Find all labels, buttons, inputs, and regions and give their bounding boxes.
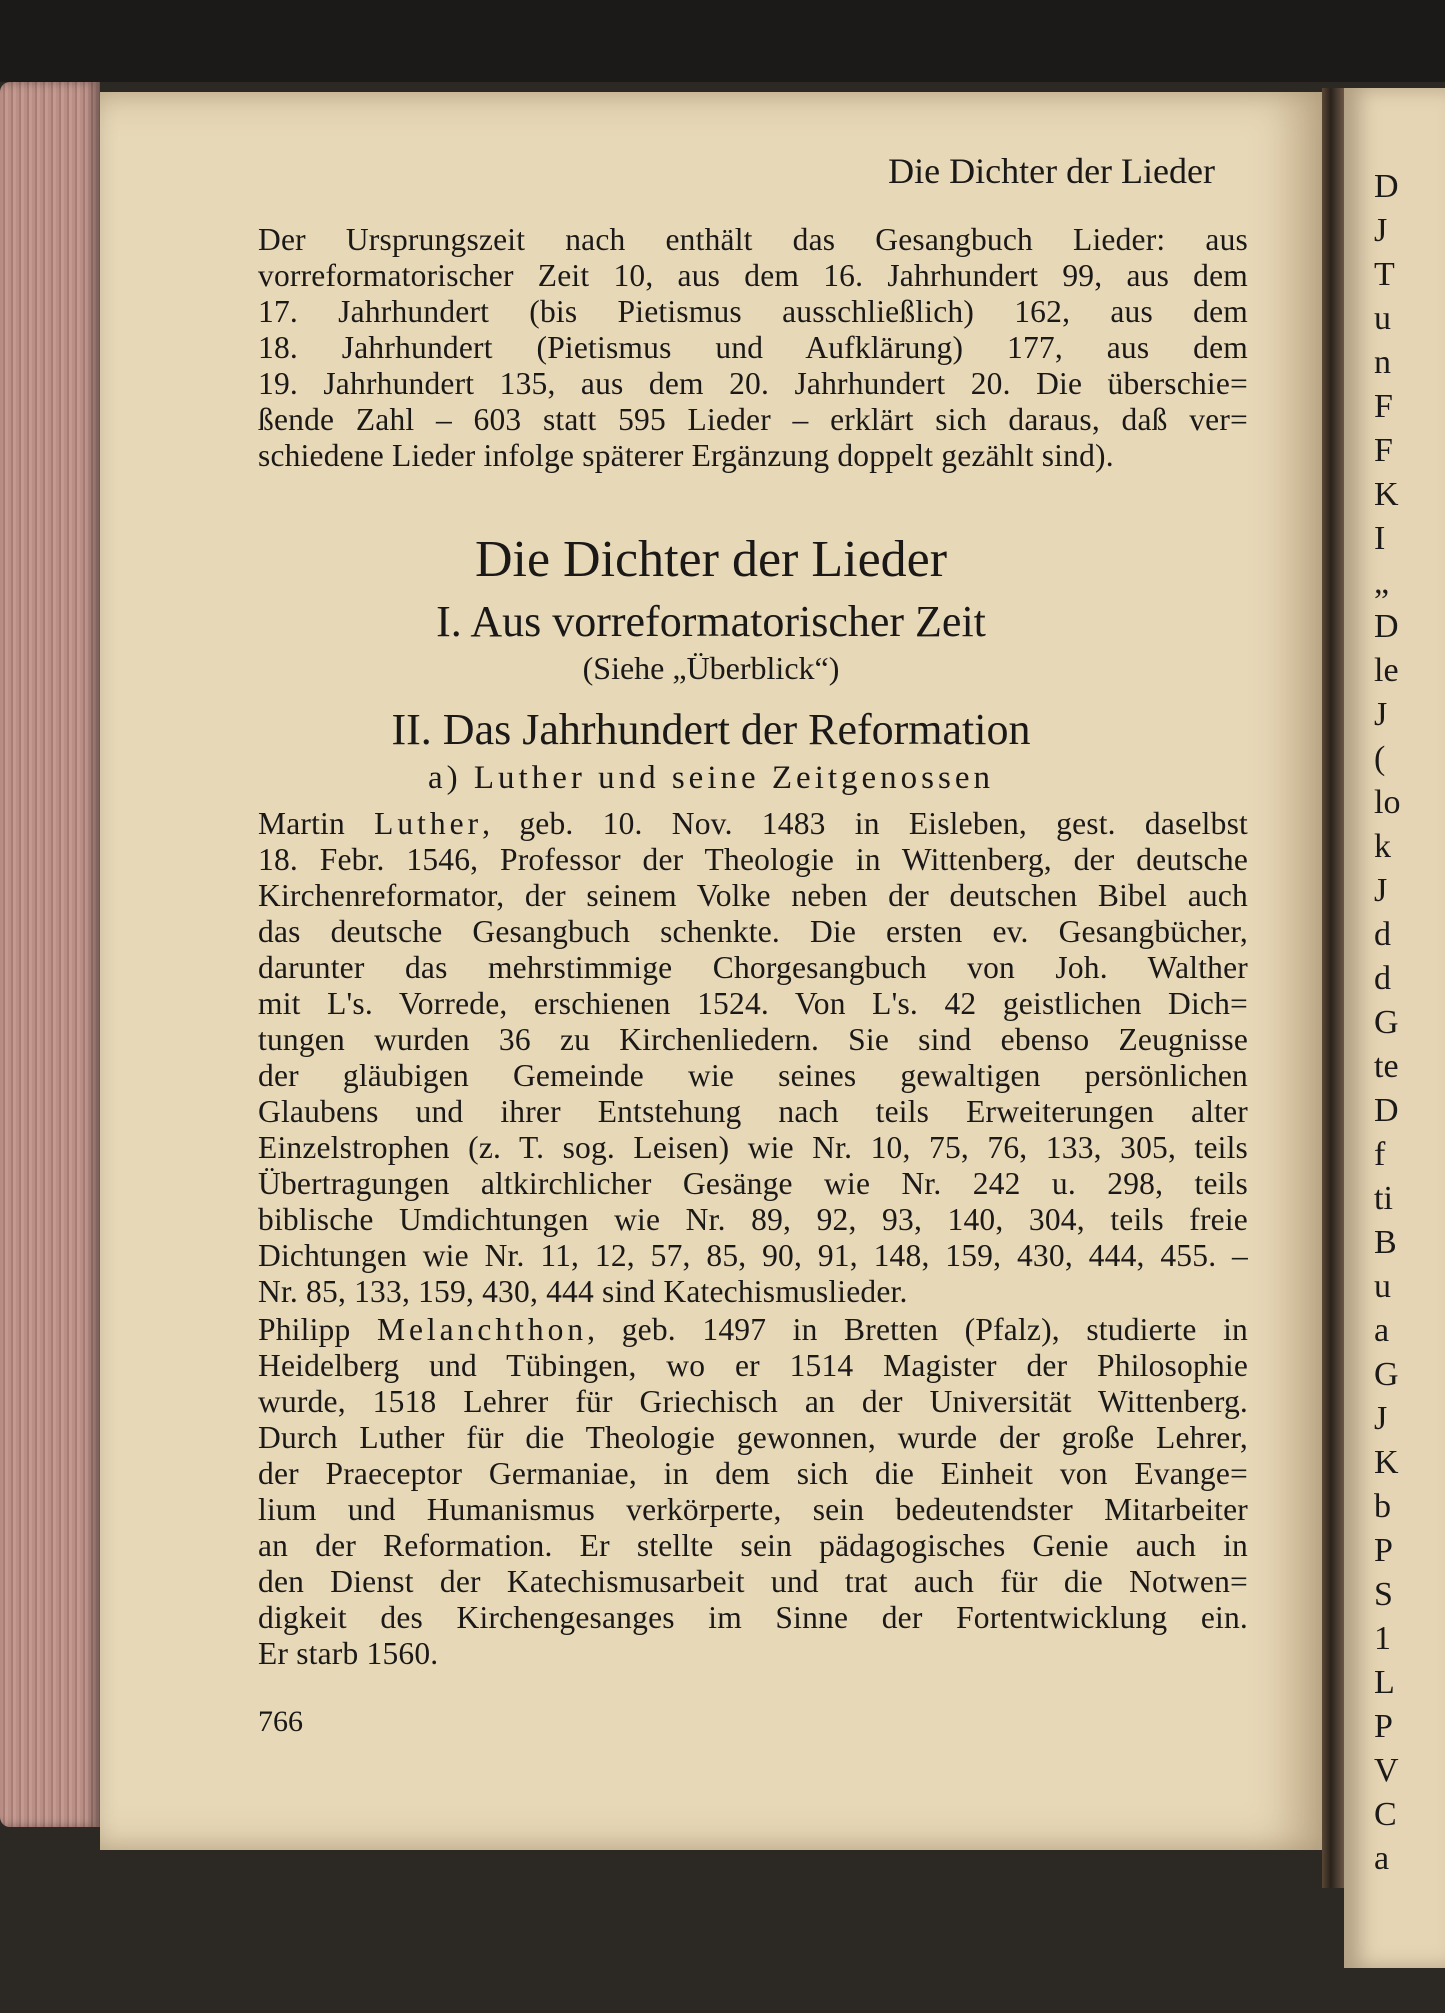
luther-surname: Luther bbox=[374, 806, 483, 841]
facing-page-fragment: ( bbox=[1374, 740, 1386, 777]
facing-page-fragment: L bbox=[1374, 1664, 1395, 1701]
book-page-edges bbox=[0, 82, 100, 1827]
text-line: lium und Humanismus verkörperte, sein bedeutendster Mitarbeiter bbox=[258, 1492, 1248, 1527]
facing-page-fragment: te bbox=[1374, 1048, 1399, 1085]
text-line: Nr. 85, 133, 159, 430, 444 sind Katechismuslieder. bbox=[258, 1274, 908, 1309]
facing-page-fragment: D bbox=[1374, 608, 1399, 645]
facing-page-fragment: S bbox=[1374, 1576, 1393, 1613]
text-line: Der Ursprungszeit nach enthält das Gesangbuch Lieder: aus bbox=[258, 222, 1248, 257]
facing-page-fragment: k bbox=[1374, 828, 1391, 865]
scan-top-edge bbox=[0, 0, 1445, 82]
facing-page-fragment: F bbox=[1374, 388, 1393, 425]
facing-page-fragment: le bbox=[1374, 652, 1399, 689]
facing-page-fragment: lo bbox=[1374, 784, 1401, 821]
facing-page-fragment: G bbox=[1374, 1004, 1399, 1041]
melanchthon-first-name: Philipp bbox=[258, 1312, 351, 1347]
text-line: Er starb 1560. bbox=[258, 1636, 439, 1671]
text-line: Glaubens und ihrer Entstehung nach teils Erweiterungen alter bbox=[258, 1094, 1248, 1129]
facing-page-fragment: J bbox=[1374, 872, 1388, 909]
text-line: Kirchenreformator, der seinem Volke neben der deutschen Bibel auch bbox=[258, 878, 1248, 913]
facing-page-fragment: G bbox=[1374, 1356, 1399, 1393]
facing-page-fragment: u bbox=[1374, 1268, 1391, 1305]
facing-page-fragment: „ bbox=[1374, 564, 1390, 601]
text-line: vorreformatorischer Zeit 10, aus dem 16. Jahrhundert 99, aus dem bbox=[258, 258, 1248, 293]
facing-page-fragment: ti bbox=[1374, 1180, 1393, 1217]
luther-first-line-rest: , geb. 10. Nov. 1483 in Eisleben, gest. daselbst bbox=[482, 806, 1248, 841]
facing-page-fragment: D bbox=[1374, 1092, 1399, 1129]
facing-page-fragment: d bbox=[1374, 960, 1391, 997]
text-line: 18. Jahrhundert (Pietismus und Aufklärung) 177, aus dem bbox=[258, 330, 1248, 365]
text-line: Übertragungen altkirchlicher Gesänge wie Nr. 242 u. 298, teils bbox=[258, 1166, 1248, 1201]
text-line: biblische Umdichtungen wie Nr. 89, 92, 93, 140, 304, teils freie bbox=[258, 1202, 1248, 1237]
text-line: wurde, 1518 Lehrer für Griechisch an der Universität Wittenberg. bbox=[258, 1384, 1248, 1419]
text-line: 17. Jahrhundert (bis Pietismus ausschließlich) 162, aus dem bbox=[258, 294, 1248, 329]
text-line: der gläubigen Gemeinde wie seines gewaltigen persönlichen bbox=[258, 1058, 1248, 1093]
part-two-heading: II. Das Jahrhundert der Reformation bbox=[391, 705, 1031, 754]
page-number: 766 bbox=[258, 1705, 303, 1738]
facing-page-fragment: F bbox=[1374, 432, 1393, 469]
text-line: digkeit des Kirchengesanges im Sinne der Fortentwicklung ein. bbox=[258, 1600, 1248, 1635]
text-line: schiedene Lieder infolge späterer Ergänzung doppelt gezählt sind). bbox=[258, 438, 1114, 473]
section-title: Die Dichter der Lieder bbox=[474, 531, 948, 588]
text-line: das deutsche Gesangbuch schenkte. Die ersten ev. Gesangbücher, bbox=[258, 914, 1248, 949]
facing-page-fragment: K bbox=[1374, 1444, 1399, 1481]
facing-page-fragment: d bbox=[1374, 916, 1391, 953]
text-line: Heidelberg und Tübingen, wo er 1514 Magister der Philosophie bbox=[258, 1348, 1248, 1383]
facing-page-fragment: 1 bbox=[1374, 1620, 1391, 1657]
facing-page-fragment: C bbox=[1374, 1796, 1397, 1833]
text-line: ßende Zahl – 603 statt 595 Lieder – erklärt sich daraus, daß ver= bbox=[258, 402, 1248, 437]
facing-page-fragment: D bbox=[1374, 168, 1399, 205]
text-line: den Dienst der Katechismusarbeit und trat auch für die Notwen= bbox=[258, 1564, 1248, 1599]
luther-first-name: Martin bbox=[258, 806, 345, 841]
facing-page-fragment: n bbox=[1374, 344, 1391, 381]
facing-page-edge bbox=[1344, 88, 1445, 1968]
melanchthon-surname: Melanchthon bbox=[376, 1312, 588, 1347]
facing-page-fragment: K bbox=[1374, 476, 1399, 513]
text-line: Durch Luther für die Theologie gewonnen, wurde der große Lehrer, bbox=[258, 1420, 1248, 1455]
part-one-note: (Siehe „Überblick“) bbox=[582, 650, 840, 686]
text-line: tungen wurden 36 zu Kirchenliedern. Sie sind ebenso Zeugnisse bbox=[258, 1022, 1248, 1057]
text-line: darunter das mehrstimmige Chorgesangbuch von Joh. Walther bbox=[258, 950, 1248, 985]
facing-page-fragment: J bbox=[1374, 696, 1388, 733]
facing-page-fragment: B bbox=[1374, 1224, 1397, 1261]
text-line: 18. Febr. 1546, Professor der Theologie in Wittenberg, der deutsche bbox=[258, 842, 1248, 877]
book-gutter bbox=[1322, 88, 1344, 1888]
facing-page-fragment: J bbox=[1374, 1400, 1388, 1437]
facing-page-fragment: P bbox=[1374, 1708, 1393, 1745]
facing-page-fragment: f bbox=[1374, 1136, 1386, 1173]
text-line: der Praeceptor Germaniae, in dem sich die Einheit von Evange= bbox=[258, 1456, 1248, 1491]
facing-page-fragment: u bbox=[1374, 300, 1391, 337]
melanchthon-entry-first-line bbox=[258, 1312, 1248, 1348]
subsection-heading: a) Luther und seine Zeitgenossen bbox=[427, 760, 995, 796]
facing-page-fragment: J bbox=[1374, 212, 1388, 249]
facing-page-fragment: a bbox=[1374, 1840, 1390, 1877]
text-line: Dichtungen wie Nr. 11, 12, 57, 85, 90, 91, 148, 159, 430, 444, 455. – bbox=[258, 1238, 1248, 1273]
facing-page-fragment: a bbox=[1374, 1312, 1390, 1349]
facing-page-fragment: b bbox=[1374, 1488, 1391, 1525]
facing-page-fragment: I bbox=[1374, 520, 1386, 557]
part-one-heading: I. Aus vorreformatorischer Zeit bbox=[436, 597, 986, 646]
facing-page-fragment: T bbox=[1374, 256, 1395, 293]
text-line: an der Reformation. Er stellte sein pädagogisches Genie auch in bbox=[258, 1528, 1248, 1563]
text-line: 19. Jahrhundert 135, aus dem 20. Jahrhundert 20. Die überschie= bbox=[258, 366, 1248, 401]
melanchthon-first-line-rest: , geb. 1497 in Bretten (Pfalz), studierte in bbox=[587, 1312, 1249, 1347]
facing-page-fragment: P bbox=[1374, 1532, 1393, 1569]
text-line: Einzelstrophen (z. T. sog. Leisen) wie Nr. 10, 75, 76, 133, 305, teils bbox=[258, 1130, 1248, 1165]
facing-page-fragment: V bbox=[1374, 1752, 1399, 1789]
luther-entry-first-line bbox=[258, 806, 1248, 842]
running-head: Die Dichter der Lieder bbox=[888, 151, 1215, 191]
text-line: mit L's. Vorrede, erschienen 1524. Von L's. 42 geistlichen Dich= bbox=[258, 986, 1248, 1021]
